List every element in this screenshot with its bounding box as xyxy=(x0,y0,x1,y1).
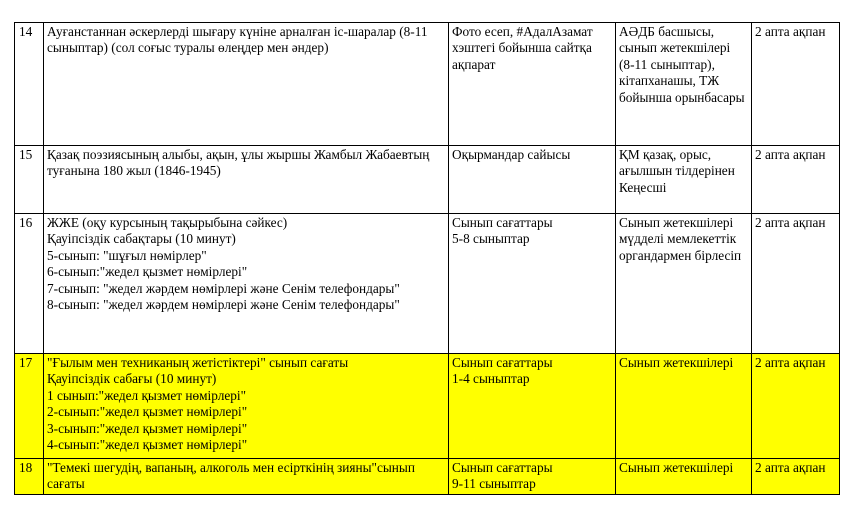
event-cell: "Темекі шегудің, вапаның, алкоголь мен есірткінің зияны"сынып сағаты xyxy=(44,459,449,495)
form-cell: Оқырмандар сайысы xyxy=(449,146,616,214)
responsible-cell: Сынып жетекшілері xyxy=(616,459,752,495)
row-number: 17 xyxy=(15,354,44,459)
event-cell: Қазақ поэзиясының алыбы, ақын, ұлы жыршы Жамбыл Жабаевтың туғанына 180 жыл (1846-1945) xyxy=(44,146,449,214)
event-cell: "Ғылым мен техниканың жетістіктері" сынып сағаты Қауіпсіздік сабағы (10 минут) 1 сынып:"жедел қызмет нөмірлері" 2-сынып:"жедел қызмет нөмірлері" 3-сынып:"жедел қызмет нөмірлері" 4-сынып:"жедел қызмет нөмірлері" xyxy=(44,354,449,459)
form-cell: Сынып сағаттары 1-4 сыныптар xyxy=(449,354,616,459)
events-table xyxy=(14,22,840,495)
event-cell: ЖЖЕ (оқу курсының тақырыбына сәйкес) Қауіпсіздік сабақтары (10 минут) 5-сынып: "шұғыл нөмірлер" 6-сынып:"жедел қызмет нөмірлері" 7-сынып: "жедел жәрдем нөмірлері және Сенім телефондары" 8-сынып: "жедел жәрдем нөмірлері және Сенім телефондары" xyxy=(44,214,449,354)
responsible-cell: АӘДБ басшысы, сынып жетекшілері (8-11 сыныптар), кітапханашы, ТЖ бойынша орынбасары xyxy=(616,23,752,146)
row-number: 18 xyxy=(15,459,44,495)
responsible-cell: ҚМ қазақ, орыс, ағылшын тілдерінен Кеңесші xyxy=(616,146,752,214)
table-row xyxy=(15,354,840,459)
responsible-cell: Сынып жетекшілері мүдделі мемлекеттік органдармен бірлесіп xyxy=(616,214,752,354)
row-number: 16 xyxy=(15,214,44,354)
deadline-cell: 2 апта ақпан xyxy=(752,23,840,146)
event-cell: Ауғанстаннан әскерлерді шығару күніне арналған іс-шаралар (8-11 сыныптар) (сол соғыс туралы өлеңдер мен әндер) xyxy=(44,23,449,146)
deadline-cell: 2 апта ақпан xyxy=(752,146,840,214)
form-cell: Сынып сағаттары 9-11 сыныптар xyxy=(449,459,616,495)
row-number: 15 xyxy=(15,146,44,214)
form-cell: Фото есеп, #АдалАзамат хэштегі бойынша сайтқа ақпарат xyxy=(449,23,616,146)
deadline-cell: 2 апта ақпан xyxy=(752,459,840,495)
deadline-cell: 2 апта ақпан xyxy=(752,214,840,354)
table-row xyxy=(15,23,840,146)
table-row xyxy=(15,146,840,214)
table-row xyxy=(15,459,840,495)
row-number: 14 xyxy=(15,23,44,146)
table-row xyxy=(15,214,840,354)
deadline-cell: 2 апта ақпан xyxy=(752,354,840,459)
form-cell: Сынып сағаттары 5-8 сыныптар xyxy=(449,214,616,354)
responsible-cell: Сынып жетекшілері xyxy=(616,354,752,459)
